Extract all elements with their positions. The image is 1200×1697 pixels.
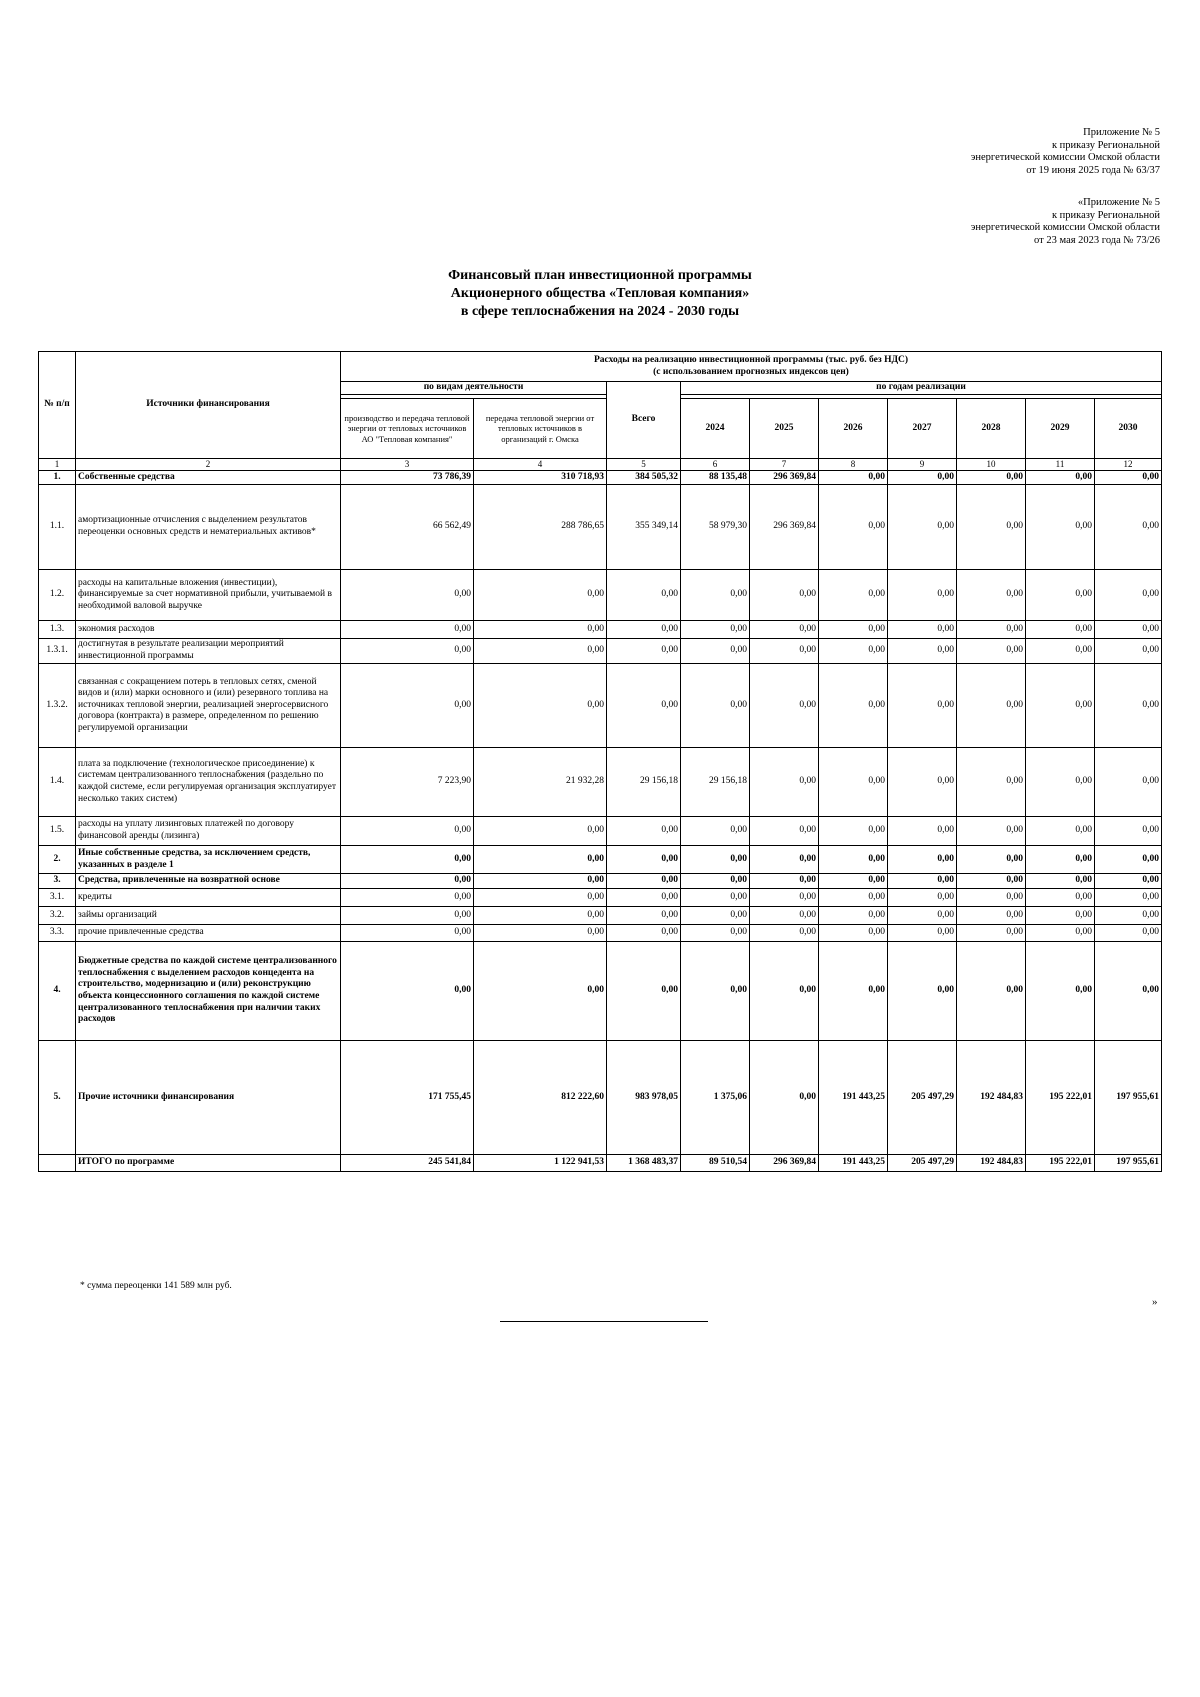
row-value: 0,00 bbox=[1026, 621, 1095, 639]
row-value: 0,00 bbox=[681, 621, 750, 639]
row-value: 195 222,01 bbox=[1026, 1155, 1095, 1172]
column-number: 5 bbox=[607, 459, 681, 471]
row-number: 5. bbox=[39, 1041, 76, 1155]
row-value: 0,00 bbox=[750, 846, 819, 874]
row-value: 0,00 bbox=[957, 817, 1026, 846]
row-source: прочие привлеченные средства bbox=[76, 925, 341, 942]
row-value: 0,00 bbox=[819, 925, 888, 942]
table-row bbox=[39, 639, 1162, 664]
header-expenses-line1: Расходы на реализацию инвестиционной программы (тыс. руб. без НДС) bbox=[593, 354, 909, 365]
row-value: 0,00 bbox=[474, 639, 607, 664]
column-number: 4 bbox=[474, 459, 607, 471]
row-value: 0,00 bbox=[819, 846, 888, 874]
row-value: 0,00 bbox=[957, 748, 1026, 817]
table-row bbox=[39, 471, 1162, 485]
table-row bbox=[39, 621, 1162, 639]
row-value: 983 978,05 bbox=[607, 1041, 681, 1155]
row-source: достигнутая в результате реализации мероприятий инвестиционной программы bbox=[76, 639, 341, 664]
table-header bbox=[39, 352, 1162, 471]
row-value: 7 223,90 bbox=[341, 748, 474, 817]
row-value: 0,00 bbox=[607, 621, 681, 639]
row-value: 197 955,61 bbox=[1095, 1155, 1162, 1172]
row-value: 0,00 bbox=[341, 621, 474, 639]
header-year: 2024 bbox=[681, 399, 750, 459]
row-value: 0,00 bbox=[1095, 925, 1162, 942]
row-source: амортизационные отчисления с выделением результатов переоценки основных средств и нематериальных активов* bbox=[76, 485, 341, 570]
row-value: 0,00 bbox=[888, 471, 957, 485]
row-value: 0,00 bbox=[1095, 846, 1162, 874]
row-value: 0,00 bbox=[1095, 570, 1162, 621]
header-total: Всего bbox=[607, 382, 681, 459]
row-number: 3.2. bbox=[39, 907, 76, 925]
row-value: 0,00 bbox=[1026, 874, 1095, 889]
row-value: 0,00 bbox=[888, 925, 957, 942]
row-value: 0,00 bbox=[819, 485, 888, 570]
column-number: 10 bbox=[957, 459, 1026, 471]
row-value: 0,00 bbox=[607, 907, 681, 925]
row-value: 0,00 bbox=[681, 846, 750, 874]
appendix-line: энергетической комиссии Омской области bbox=[970, 152, 1160, 164]
end-divider bbox=[500, 1321, 708, 1322]
header-source: Источники финансирования bbox=[76, 352, 341, 459]
row-value: 0,00 bbox=[474, 907, 607, 925]
row-source: экономия расходов bbox=[76, 621, 341, 639]
row-value: 88 135,48 bbox=[681, 471, 750, 485]
row-value: 0,00 bbox=[607, 846, 681, 874]
row-value: 0,00 bbox=[888, 570, 957, 621]
header-by-activity: по видам деятельности bbox=[341, 382, 607, 395]
row-value: 0,00 bbox=[1026, 925, 1095, 942]
row-value: 0,00 bbox=[888, 942, 957, 1041]
row-value: 191 443,25 bbox=[819, 1041, 888, 1155]
header-year: 2028 bbox=[957, 399, 1026, 459]
appendix-line: к приказу Региональной bbox=[1051, 209, 1160, 221]
row-value: 66 562,49 bbox=[341, 485, 474, 570]
column-number: 6 bbox=[681, 459, 750, 471]
row-value: 0,00 bbox=[1095, 664, 1162, 748]
footnote: * сумма переоценки 141 589 млн руб. bbox=[80, 1281, 232, 1291]
row-value: 0,00 bbox=[1095, 874, 1162, 889]
row-value: 0,00 bbox=[681, 925, 750, 942]
row-value: 0,00 bbox=[1095, 621, 1162, 639]
row-value: 0,00 bbox=[888, 621, 957, 639]
row-number: 1.3.1. bbox=[39, 639, 76, 664]
row-value: 192 484,83 bbox=[957, 1155, 1026, 1172]
table-row bbox=[39, 570, 1162, 621]
title-line: Финансовый план инвестиционной программы bbox=[448, 268, 752, 283]
row-value: 0,00 bbox=[750, 621, 819, 639]
row-number: 1.2. bbox=[39, 570, 76, 621]
appendix-previous-reference bbox=[971, 197, 1160, 247]
row-number: 3.3. bbox=[39, 925, 76, 942]
row-value: 0,00 bbox=[341, 817, 474, 846]
row-number: 2. bbox=[39, 846, 76, 874]
column-number: 9 bbox=[888, 459, 957, 471]
row-value: 0,00 bbox=[681, 817, 750, 846]
row-value: 0,00 bbox=[1095, 942, 1162, 1041]
row-number: 1.3. bbox=[39, 621, 76, 639]
row-value: 0,00 bbox=[681, 570, 750, 621]
row-value: 0,00 bbox=[1026, 817, 1095, 846]
appendix-line: Приложение № 5 bbox=[1083, 127, 1160, 138]
table-row bbox=[39, 907, 1162, 925]
header-expenses bbox=[341, 352, 1162, 382]
row-value: 0,00 bbox=[474, 889, 607, 907]
row-value: 0,00 bbox=[1095, 471, 1162, 485]
row-value: 296 369,84 bbox=[750, 471, 819, 485]
table-row bbox=[39, 925, 1162, 942]
table-row bbox=[39, 1155, 1162, 1172]
row-value: 0,00 bbox=[607, 925, 681, 942]
row-number: 3. bbox=[39, 874, 76, 889]
row-value: 0,00 bbox=[888, 874, 957, 889]
row-value: 0,00 bbox=[681, 874, 750, 889]
header-year: 2027 bbox=[888, 399, 957, 459]
column-number: 7 bbox=[750, 459, 819, 471]
row-value: 0,00 bbox=[750, 570, 819, 621]
row-value: 0,00 bbox=[819, 664, 888, 748]
row-value: 0,00 bbox=[957, 942, 1026, 1041]
row-value: 0,00 bbox=[1026, 889, 1095, 907]
row-value: 0,00 bbox=[474, 942, 607, 1041]
header-year: 2029 bbox=[1026, 399, 1095, 459]
appendix-line: «Приложение № 5 bbox=[1077, 197, 1160, 208]
row-value: 296 369,84 bbox=[750, 485, 819, 570]
row-value: 0,00 bbox=[607, 874, 681, 889]
row-value: 191 443,25 bbox=[819, 1155, 888, 1172]
row-source: ИТОГО по программе bbox=[76, 1155, 341, 1172]
table-row bbox=[39, 1041, 1162, 1155]
row-value: 0,00 bbox=[1095, 907, 1162, 925]
table-row bbox=[39, 942, 1162, 1041]
row-value: 0,00 bbox=[957, 570, 1026, 621]
row-source: плата за подключение (технологическое присоединение) к системам централизованного теплоснабжения (раздельно по каждой системе, если регулируемая организация эксплуатирует несколько таких систем) bbox=[76, 748, 341, 817]
row-source: займы организаций bbox=[76, 907, 341, 925]
row-source: Бюджетные средства по каждой системе централизованного теплоснабжения с выделением расходов концедента на строительство, модернизацию и (или) реконструкцию объекта концессионного соглашения по каждой системе централизованного теплоснабжения при наличии таких расходов bbox=[76, 942, 341, 1041]
column-number: 2 bbox=[76, 459, 341, 471]
row-value: 0,00 bbox=[750, 1041, 819, 1155]
row-number bbox=[39, 1155, 76, 1172]
header-expenses-line2: (с использованием прогнозных индексов цен) bbox=[653, 366, 849, 377]
table-row bbox=[39, 874, 1162, 889]
row-value: 0,00 bbox=[819, 907, 888, 925]
row-value: 0,00 bbox=[888, 664, 957, 748]
row-source: Иные собственные средства, за исключением средств, указанных в разделе 1 bbox=[76, 846, 341, 874]
row-value: 0,00 bbox=[957, 485, 1026, 570]
row-value: 0,00 bbox=[750, 748, 819, 817]
row-number: 1.5. bbox=[39, 817, 76, 846]
row-value: 0,00 bbox=[957, 471, 1026, 485]
row-value: 0,00 bbox=[607, 664, 681, 748]
row-value: 0,00 bbox=[750, 664, 819, 748]
row-value: 192 484,83 bbox=[957, 1041, 1026, 1155]
row-value: 89 510,54 bbox=[681, 1155, 750, 1172]
row-value: 310 718,93 bbox=[474, 471, 607, 485]
row-value: 0,00 bbox=[1026, 942, 1095, 1041]
appendix-current-reference bbox=[971, 127, 1160, 177]
header-transfer: передача тепловой энергии от тепловых источников в организаций г. Омска bbox=[474, 399, 607, 459]
row-value: 0,00 bbox=[957, 925, 1026, 942]
appendix-line: от 19 июня 2025 года № 63/37 bbox=[1026, 164, 1160, 176]
row-value: 73 786,39 bbox=[341, 471, 474, 485]
column-number-row bbox=[39, 459, 1162, 471]
row-value: 0,00 bbox=[1026, 748, 1095, 817]
row-value: 0,00 bbox=[1026, 639, 1095, 664]
table-row bbox=[39, 748, 1162, 817]
row-value: 21 932,28 bbox=[474, 748, 607, 817]
row-value: 0,00 bbox=[1026, 846, 1095, 874]
row-value: 0,00 bbox=[607, 889, 681, 907]
row-value: 0,00 bbox=[819, 874, 888, 889]
row-value: 0,00 bbox=[1095, 639, 1162, 664]
header-year: 2026 bbox=[819, 399, 888, 459]
row-value: 1 368 483,37 bbox=[607, 1155, 681, 1172]
table-body bbox=[39, 471, 1162, 1172]
row-value: 0,00 bbox=[341, 570, 474, 621]
row-value: 0,00 bbox=[474, 817, 607, 846]
row-value: 0,00 bbox=[607, 639, 681, 664]
row-value: 0,00 bbox=[607, 570, 681, 621]
row-value: 205 497,29 bbox=[888, 1041, 957, 1155]
header-year: 2030 bbox=[1095, 399, 1162, 459]
row-value: 0,00 bbox=[819, 889, 888, 907]
row-source: Средства, привлеченные на возвратной основе bbox=[76, 874, 341, 889]
row-value: 355 349,14 bbox=[607, 485, 681, 570]
table-row bbox=[39, 485, 1162, 570]
row-value: 0,00 bbox=[819, 748, 888, 817]
title-line: Акционерного общества «Тепловая компания» bbox=[450, 286, 750, 301]
row-value: 0,00 bbox=[819, 570, 888, 621]
row-value: 197 955,61 bbox=[1095, 1041, 1162, 1155]
row-number: 1.4. bbox=[39, 748, 76, 817]
row-value: 0,00 bbox=[750, 874, 819, 889]
row-value: 0,00 bbox=[607, 942, 681, 1041]
row-number: 4. bbox=[39, 942, 76, 1041]
table-row bbox=[39, 889, 1162, 907]
row-number: 1. bbox=[39, 471, 76, 485]
row-value: 0,00 bbox=[957, 846, 1026, 874]
row-value: 0,00 bbox=[750, 925, 819, 942]
row-value: 0,00 bbox=[888, 748, 957, 817]
row-value: 0,00 bbox=[681, 889, 750, 907]
row-value: 0,00 bbox=[681, 907, 750, 925]
row-value: 288 786,65 bbox=[474, 485, 607, 570]
row-value: 195 222,01 bbox=[1026, 1041, 1095, 1155]
row-value: 0,00 bbox=[474, 846, 607, 874]
row-value: 0,00 bbox=[681, 639, 750, 664]
header-by-year: по годам реализации bbox=[681, 382, 1162, 395]
row-value: 0,00 bbox=[341, 846, 474, 874]
row-value: 0,00 bbox=[888, 485, 957, 570]
row-number: 1.1. bbox=[39, 485, 76, 570]
row-value: 29 156,18 bbox=[607, 748, 681, 817]
table-row bbox=[39, 817, 1162, 846]
row-value: 0,00 bbox=[888, 907, 957, 925]
row-value: 384 505,32 bbox=[607, 471, 681, 485]
row-value: 0,00 bbox=[888, 639, 957, 664]
row-value: 0,00 bbox=[607, 817, 681, 846]
row-value: 0,00 bbox=[819, 621, 888, 639]
row-value: 0,00 bbox=[341, 874, 474, 889]
row-source: Прочие источники финансирования bbox=[76, 1041, 341, 1155]
row-value: 0,00 bbox=[474, 570, 607, 621]
row-source: расходы на уплату лизинговых платежей по договору финансовой аренды (лизинга) bbox=[76, 817, 341, 846]
row-value: 0,00 bbox=[957, 907, 1026, 925]
row-value: 0,00 bbox=[1026, 485, 1095, 570]
row-value: 0,00 bbox=[750, 907, 819, 925]
row-value: 0,00 bbox=[474, 621, 607, 639]
row-value: 0,00 bbox=[1095, 485, 1162, 570]
header-production: производство и передача тепловой энергии от тепловых источников АО "Тепловая компания" bbox=[341, 399, 474, 459]
row-value: 171 755,45 bbox=[341, 1041, 474, 1155]
row-value: 0,00 bbox=[888, 846, 957, 874]
column-number: 3 bbox=[341, 459, 474, 471]
table-row bbox=[39, 664, 1162, 748]
row-value: 296 369,84 bbox=[750, 1155, 819, 1172]
header-num: № п/п bbox=[39, 352, 76, 459]
row-value: 0,00 bbox=[341, 942, 474, 1041]
row-value: 0,00 bbox=[474, 664, 607, 748]
row-value: 0,00 bbox=[681, 942, 750, 1041]
row-value: 0,00 bbox=[957, 874, 1026, 889]
closing-quote: » bbox=[1152, 1296, 1158, 1308]
row-value: 0,00 bbox=[750, 889, 819, 907]
table-row bbox=[39, 846, 1162, 874]
column-number: 8 bbox=[819, 459, 888, 471]
row-source: связанная с сокращением потерь в тепловых сетях, сменой видов и (или) марки основного и (или) резервного топлива на источниках тепловой энергии, реализацией энергосервисного договора (контракта) в размере, определенном по решению регулируемой организации bbox=[76, 664, 341, 748]
header-year: 2025 bbox=[750, 399, 819, 459]
row-value: 0,00 bbox=[1026, 907, 1095, 925]
row-value: 0,00 bbox=[1095, 748, 1162, 817]
appendix-line: энергетической комиссии Омской области bbox=[970, 222, 1160, 234]
row-source: кредиты bbox=[76, 889, 341, 907]
row-value: 0,00 bbox=[888, 889, 957, 907]
row-value: 0,00 bbox=[957, 621, 1026, 639]
row-value: 29 156,18 bbox=[681, 748, 750, 817]
row-value: 0,00 bbox=[750, 817, 819, 846]
row-value: 0,00 bbox=[341, 889, 474, 907]
row-value: 245 541,84 bbox=[341, 1155, 474, 1172]
row-number: 1.3.2. bbox=[39, 664, 76, 748]
row-value: 1 375,06 bbox=[681, 1041, 750, 1155]
appendix-line: к приказу Региональной bbox=[1051, 139, 1160, 151]
financial-plan-table bbox=[38, 351, 1162, 1172]
row-source: расходы на капитальные вложения (инвестиции), финансируемые за счет нормативной прибыли, учитываемой в необходимой валовой выручке bbox=[76, 570, 341, 621]
row-value: 0,00 bbox=[1026, 570, 1095, 621]
row-value: 0,00 bbox=[957, 639, 1026, 664]
row-value: 0,00 bbox=[341, 925, 474, 942]
column-number: 1 bbox=[39, 459, 76, 471]
row-value: 0,00 bbox=[341, 664, 474, 748]
row-value: 812 222,60 bbox=[474, 1041, 607, 1155]
row-value: 0,00 bbox=[957, 889, 1026, 907]
row-value: 0,00 bbox=[1026, 471, 1095, 485]
row-value: 0,00 bbox=[819, 817, 888, 846]
document-title bbox=[0, 267, 1200, 321]
appendix-line: от 23 мая 2023 года № 73/26 bbox=[1034, 234, 1160, 246]
row-value: 0,00 bbox=[819, 639, 888, 664]
row-value: 0,00 bbox=[341, 907, 474, 925]
row-value: 0,00 bbox=[1026, 664, 1095, 748]
row-value: 205 497,29 bbox=[888, 1155, 957, 1172]
row-value: 0,00 bbox=[1095, 889, 1162, 907]
row-value: 1 122 941,53 bbox=[474, 1155, 607, 1172]
row-value: 0,00 bbox=[750, 639, 819, 664]
row-value: 0,00 bbox=[681, 664, 750, 748]
row-value: 0,00 bbox=[957, 664, 1026, 748]
row-value: 0,00 bbox=[1095, 817, 1162, 846]
column-number: 12 bbox=[1095, 459, 1162, 471]
row-value: 0,00 bbox=[819, 471, 888, 485]
row-number: 3.1. bbox=[39, 889, 76, 907]
row-value: 0,00 bbox=[341, 639, 474, 664]
column-number: 11 bbox=[1026, 459, 1095, 471]
row-source: Собственные средства bbox=[76, 471, 341, 485]
row-value: 0,00 bbox=[474, 925, 607, 942]
row-value: 58 979,30 bbox=[681, 485, 750, 570]
row-value: 0,00 bbox=[750, 942, 819, 1041]
title-line: в сфере теплоснабжения на 2024 - 2030 годы bbox=[460, 304, 740, 319]
row-value: 0,00 bbox=[474, 874, 607, 889]
row-value: 0,00 bbox=[888, 817, 957, 846]
row-value: 0,00 bbox=[819, 942, 888, 1041]
